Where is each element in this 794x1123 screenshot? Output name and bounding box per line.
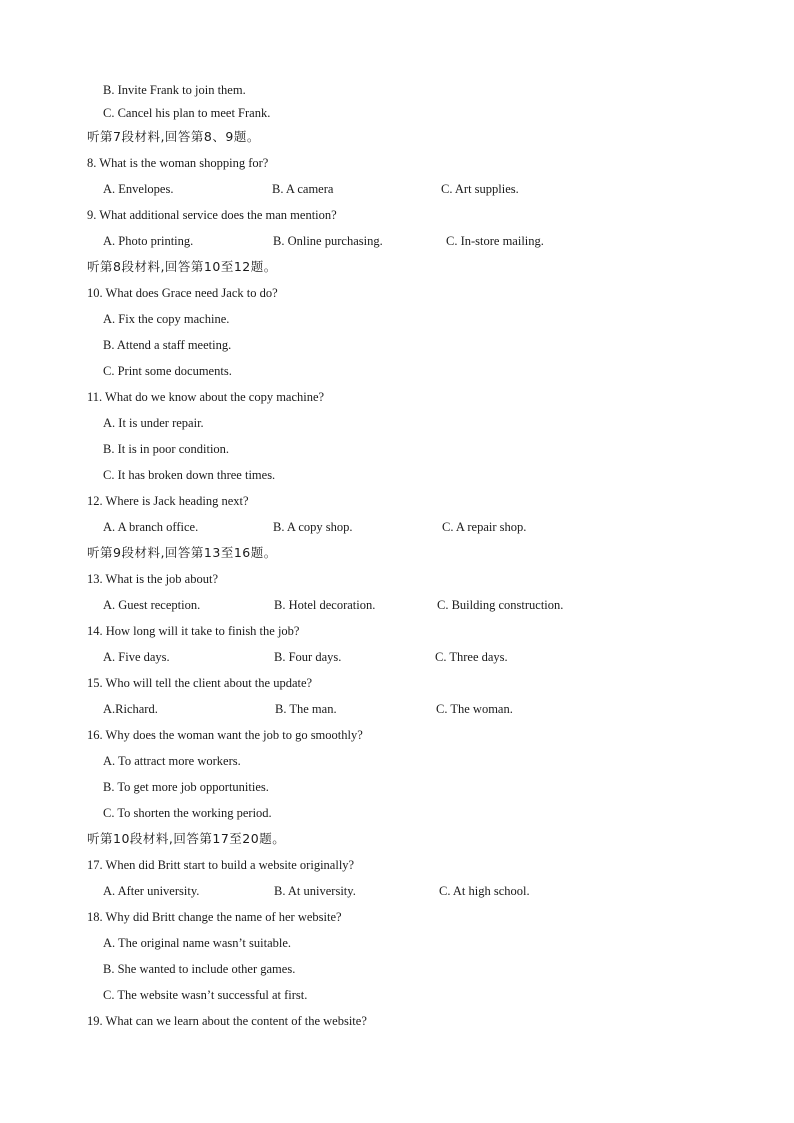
option-c: C. In-store mailing. [446, 234, 544, 248]
option-16-b: B. To get more job opportunities. [103, 780, 269, 794]
question-19: 19. What can we learn about the content of the website? [87, 1014, 367, 1028]
option-10-c: C. Print some documents. [103, 364, 232, 378]
question-8: 8. What is the woman shopping for? [87, 156, 269, 170]
option-a: A. A branch office. [103, 520, 199, 534]
option-b: B. At university. [274, 884, 356, 898]
option-16-a: A. To attract more workers. [103, 754, 241, 768]
section-heading-8: 听第8段材料,回答第10至12题。 [87, 259, 277, 274]
option-c: C. Building construction. [437, 598, 564, 612]
question-18: 18. Why did Britt change the name of her website? [87, 910, 342, 924]
option-a: A.Richard. [103, 702, 158, 716]
option-c: C. The woman. [436, 702, 513, 716]
option-c: C. A repair shop. [442, 520, 527, 534]
option-a: A. Five days. [103, 650, 170, 664]
option-b: B. A camera [272, 182, 334, 196]
question-9: 9. What additional service does the man mention? [87, 208, 337, 222]
option-16-c: C. To shorten the working period. [103, 806, 272, 820]
option-b: B. Hotel decoration. [274, 598, 376, 612]
question-10: 10. What does Grace need Jack to do? [87, 286, 278, 300]
section-heading-9: 听第9段材料,回答第13至16题。 [87, 545, 277, 560]
section-heading-10: 听第10段材料,回答第17至20题。 [87, 831, 286, 846]
question-15: 15. Who will tell the client about the update? [87, 676, 313, 690]
question-11: 11. What do we know about the copy machine? [87, 390, 325, 404]
line-1: C. Cancel his plan to meet Frank. [103, 106, 271, 120]
question-14: 14. How long will it take to finish the job? [87, 624, 300, 638]
option-10-b: B. Attend a staff meeting. [103, 338, 232, 352]
question-16: 16. Why does the woman want the job to go smoothly? [87, 728, 363, 742]
section-heading-7: 听第7段材料,回答第8、9题。 [87, 129, 260, 144]
option-10-a: A. Fix the copy machine. [103, 312, 230, 326]
line-0: B. Invite Frank to join them. [103, 83, 246, 97]
option-11-b: B. It is in poor condition. [103, 442, 230, 456]
option-18-c: C. The website wasn’t successful at first. [103, 988, 308, 1002]
option-c: C. Art supplies. [441, 182, 519, 196]
question-12: 12. Where is Jack heading next? [87, 494, 249, 508]
option-c: C. Three days. [435, 650, 508, 664]
option-b: B. Four days. [274, 650, 342, 664]
option-b: B. A copy shop. [273, 520, 353, 534]
option-b: B. Online purchasing. [273, 234, 383, 248]
question-17: 17. When did Britt start to build a website originally? [87, 858, 355, 872]
option-11-c: C. It has broken down three times. [103, 468, 276, 482]
option-a: A. After university. [103, 884, 200, 898]
option-a: A. Guest reception. [103, 598, 201, 612]
option-b: B. The man. [275, 702, 337, 716]
option-a: A. Envelopes. [103, 182, 174, 196]
option-11-a: A. It is under repair. [103, 416, 204, 430]
option-c: C. At high school. [439, 884, 530, 898]
question-13: 13. What is the job about? [87, 572, 218, 586]
option-a: A. Photo printing. [103, 234, 194, 248]
option-18-b: B. She wanted to include other games. [103, 962, 296, 976]
option-18-a: A. The original name wasn’t suitable. [103, 936, 292, 950]
